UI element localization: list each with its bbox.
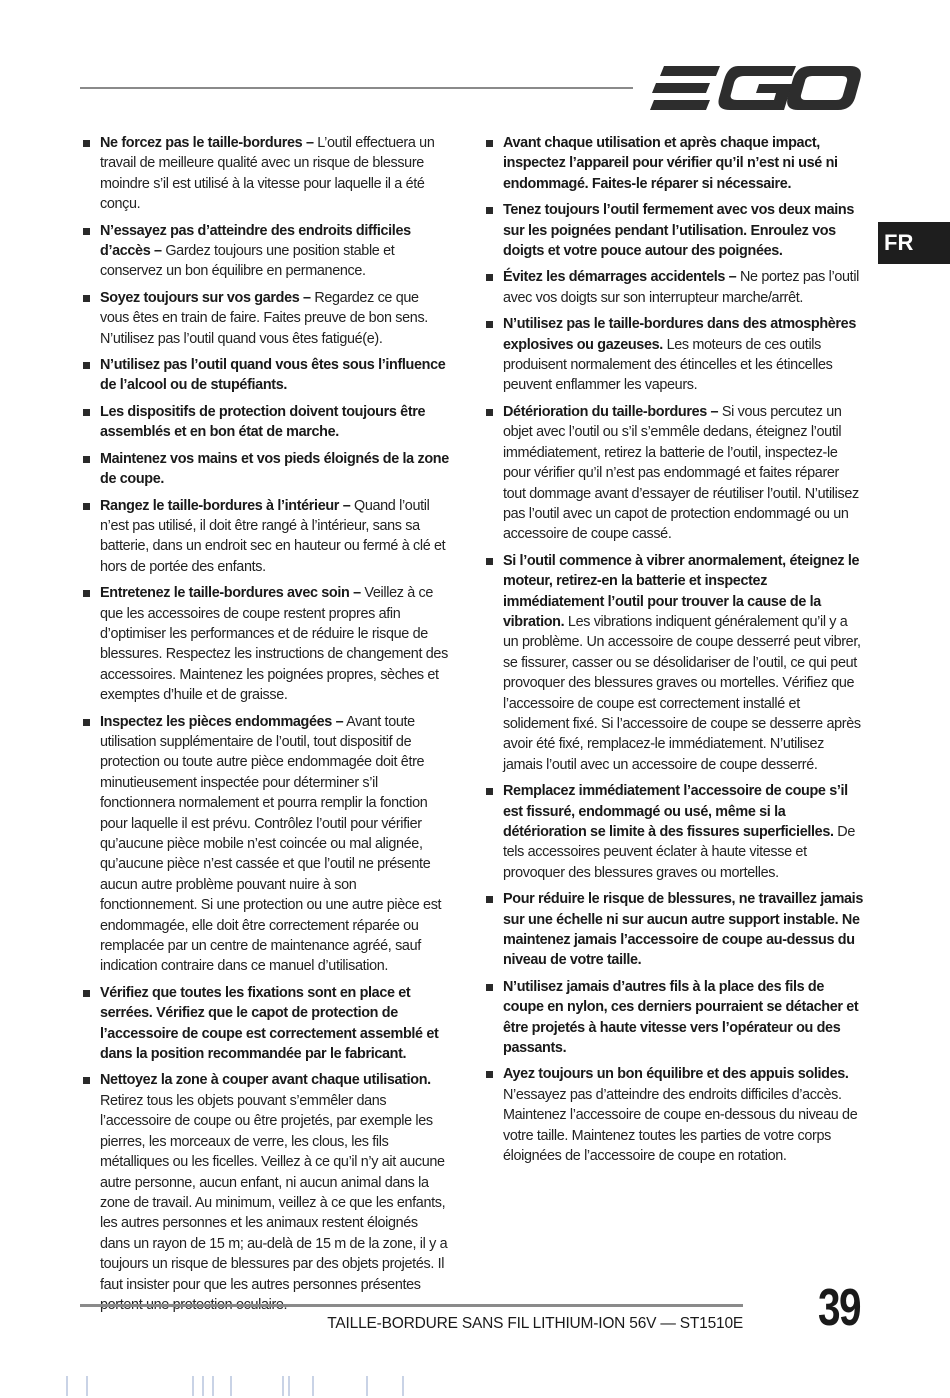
item-text: Ne portez pas l’outil avec vos doigts sur son interrupteur marche/arrêt.: [503, 269, 860, 306]
safety-item: [483, 200, 865, 261]
item-text: Si vous percutez un objet avec l’outil ou s’il s’emmêle dedans, éteignez l’outil immédiatement, retirez la batterie de l’outil, inspectez-le pour vérifier qu’il n’est pas endommagé et faites réparer tout dommage avant d’essayer de réutiliser l’outil. N’utilisez pas l’outil avec un capot de protection endommagé ou un accessoire de coupe cassé.: [503, 403, 859, 543]
page-number: 39: [818, 1279, 860, 1337]
logo-e-mid: [652, 83, 710, 93]
safety-item: [80, 983, 450, 1065]
language-tab: [878, 222, 950, 264]
bullet-icon: [486, 274, 493, 281]
safety-item: [80, 355, 450, 396]
item-lead: Maintenez vos mains et vos pieds éloignés de la zone de coupe.: [100, 450, 449, 488]
safety-item: [80, 712, 450, 977]
bullet-icon: [83, 503, 90, 510]
item-lead: Pour réduire le risque de blessures, ne travaillez jamais sur une échelle ni sur aucun autre support instable. Ne maintenez jamais l’accessoire de coupe au-dessus du niveau de votre taille.: [503, 891, 863, 969]
item-lead: Entretenez le taille-bordures avec soin –: [100, 585, 361, 602]
ego-logo: [650, 64, 862, 112]
safety-item: [80, 496, 450, 578]
bullet-icon: [486, 409, 493, 416]
item-lead: Rangez le taille-bordures à l’intérieur –: [100, 497, 351, 514]
bullet-icon: [486, 140, 493, 147]
bullet-icon: [83, 1077, 90, 1084]
item-lead: Si l’outil commence à vibrer anormalement, éteignez le moteur, retirez-en la batterie et inspectez immédiatement l’outil pour trouver la cause de la vibration.: [503, 552, 860, 630]
bullet-icon: [83, 409, 90, 416]
bullet-icon: [83, 990, 90, 997]
bullet-icon: [486, 788, 493, 795]
bullet-icon: [486, 984, 493, 991]
item-lead: Les dispositifs de protection doivent toujours être assemblés et en bon état de marche.: [100, 403, 426, 441]
item-text: Quand l’outil n’est pas utilisé, il doit être rangé à l’intérieur, sans sa batterie, dans un endroit sec en hauteur ou fermé à clé et hors de portée des enfants.: [100, 497, 446, 575]
item-lead: Tenez toujours l’outil fermement avec vos deux mains sur les poignées pendant l’utilisation. Enroulez vos doigts et votre pouce autour des poignées.: [503, 202, 854, 260]
logo-o: [787, 66, 861, 110]
language-tab-label: FR: [884, 230, 914, 255]
item-lead: N’utilisez pas l’outil quand vous êtes sous l’influence de l’alcool ou de stupéfiants.: [100, 357, 446, 394]
item-lead: Soyez toujours sur vos gardes –: [100, 289, 311, 306]
safety-item: [483, 133, 865, 194]
bullet-icon: [83, 456, 90, 463]
left-column: [80, 133, 450, 1321]
item-lead: Évitez les démarrages accidentels –: [503, 269, 737, 286]
item-lead: Remplacez immédiatement l’accessoire de coupe s’il est fissuré, endommagé ou usé, même si la détérioration se limite à des fissures superficielles.: [503, 783, 848, 840]
footer-rule: [80, 1304, 743, 1307]
safety-item: [80, 583, 450, 705]
bullet-icon: [83, 295, 90, 302]
safety-item: [483, 781, 865, 883]
safety-item: [483, 1064, 865, 1166]
item-lead: Détérioration du taille-bordures –: [503, 403, 719, 420]
item-text: N’essayez pas d’atteindre des endroits difficiles d’accès. Maintenez l’accessoire de coupe en-dessous du niveau de votre taille. Maintenez toutes les parties de votre corps éloignées de l’accessoire de coupe en rotation.: [503, 1086, 858, 1165]
item-text: L’outil effectuera un travail de meilleure qualité avec un risque de blessure moindre s’il est utilisé à la vitesse pour laquelle il a été conçu.: [100, 135, 435, 213]
safety-item: [80, 133, 450, 215]
item-lead: Vérifiez que toutes les fixations sont en place et serrées. Vérifiez que le capot de protection de l’accessoire de coupe est correctement assemblé et dans la position recommandée par le fabricant.: [100, 984, 439, 1063]
item-text: Veillez à ce que les accessoires de coupe restent propres afin d’optimiser les performances et de réduire le risque de blessures. Respectez les instructions de changement des accessoires. Maintenez les poignées propres, sèches et exemptes d’huile et de graisse.: [100, 585, 448, 704]
logo-g: [718, 66, 796, 110]
item-text: Regardez ce que vous êtes en train de faire. Faites preuve de bon sens. N’utilisez pas l’outil quand vous êtes fatigué(e).: [100, 289, 428, 347]
bullet-icon: [83, 590, 90, 597]
safety-item: [483, 402, 865, 545]
item-text: De tels accessoires peuvent éclater à haute vitesse et provoquer des blessures graves ou mortelles.: [503, 824, 855, 881]
item-lead: Nettoyez la zone à couper avant chaque utilisation.: [100, 1072, 431, 1089]
logo-e-top: [660, 66, 720, 76]
safety-item: [80, 402, 450, 443]
safety-item: [483, 314, 865, 396]
safety-item: [80, 221, 450, 282]
bullet-icon: [486, 896, 493, 903]
bullet-icon: [486, 1071, 493, 1078]
bullet-icon: [83, 719, 90, 726]
footer-title: TAILLE-BORDURE SANS FIL LITHIUM-ION 56V — ST1510E: [327, 1315, 743, 1332]
safety-item: [483, 267, 865, 308]
logo-e-bottom: [650, 100, 710, 110]
item-lead: N’utilisez pas le taille-bordures dans des atmosphères explosives ou gazeuses.: [503, 316, 856, 353]
bullet-icon: [486, 558, 493, 565]
bullet-icon: [83, 140, 90, 147]
safety-item: [80, 1070, 450, 1315]
safety-item: [80, 449, 450, 490]
item-lead: Inspectez les pièces endommagées –: [100, 713, 344, 730]
item-text: Gardez toujours une position stable et conservez un bon équilibre en permanence.: [100, 243, 395, 280]
item-lead: Ayez toujours un bon équilibre et des appuis solides.: [503, 1066, 849, 1083]
item-text: Les moteurs de ces outils produisent normalement des étincelles et les étincelles peuvent enflammer les vapeurs.: [503, 336, 833, 394]
item-lead: Ne forcez pas le taille-bordures –: [100, 135, 314, 151]
bullet-icon: [83, 228, 90, 235]
header-rule: [80, 87, 633, 89]
bullet-icon: [83, 362, 90, 369]
item-lead: Avant chaque utilisation et après chaque impact, inspectez l’appareil pour vérifier qu’il n’est ni usé ni endommagé. Faites-le réparer si nécessaire.: [503, 135, 838, 192]
item-lead: N’utilisez jamais d’autres fils à la place des fils de coupe en nylon, ces derniers pourraient se détacher et être projetés à haute vitesse vers l’opérateur ou des passants.: [503, 978, 859, 1057]
item-text: Avant toute utilisation supplémentaire de l’outil, tout dispositif de protection ou toute autre pièce endommagée doit être minutieusement inspectée pour déterminer s’il fonctionnera normalement et pourra remplir la fonction pour laquelle il est prévu. Contrôlez l’outil pour vérifier qu’aucune pièce mobile n’est coincée ou mal alignée, qu’aucune pièce n’est cassée et que l’outil ne présente aucun autre problème pouvant nuire à son fonctionnement. Si une protection ou une autre pièce est endommagée, elle doit être correctement réparée ou remplacée par un centre de maintenance agréé, sauf indication contraire dans ce manuel d’utilisation.: [100, 713, 442, 975]
item-lead: N’essayez pas d’atteindre des endroits difficiles d’accès –: [100, 222, 411, 260]
item-text: Les vibrations indiquent généralement qu’il y a un problème. Un accessoire de coupe desserré peut vibrer, se fissurer, casser ou se désolidariser de l’outil, ce qui peut provoquer des blessures graves ou mortelles. Vérifiez que l’accessoire de coupe est correctement installé et solidement fixé. Si l’accessoire de coupe se desserre après avoir été fixé, remplacez-le immédiatement. N’utilisez jamais l’outil avec un accessoire de coupe desserré.: [503, 613, 861, 773]
right-column: [483, 133, 865, 1173]
bullet-icon: [486, 321, 493, 328]
bullet-icon: [486, 207, 493, 214]
safety-item: [483, 977, 865, 1059]
safety-item: [80, 288, 450, 349]
safety-item: [483, 551, 865, 775]
safety-item: [483, 889, 865, 971]
item-text: Retirez tous les objets pouvant s’emmêler dans l’accessoire de coupe ou être projetés, par exemple les pierres, les morceaux de verre, les clous, les fils métalliques ou les ficelles. Veillez à ce qu’il n’y ait aucune autre personne, aucun enfant, ni aucun animal dans la zone de travail. Au minimum, veillez à ce que les enfants, les autres personnes et les animaux restent éloignés dans un rayon de 15 m; au-delà de 15 m de la zone, il y a toujours un risque de blessures par des objets projetés. Il faut insister pour que les autres personnes présentes: [100, 1092, 448, 1293]
